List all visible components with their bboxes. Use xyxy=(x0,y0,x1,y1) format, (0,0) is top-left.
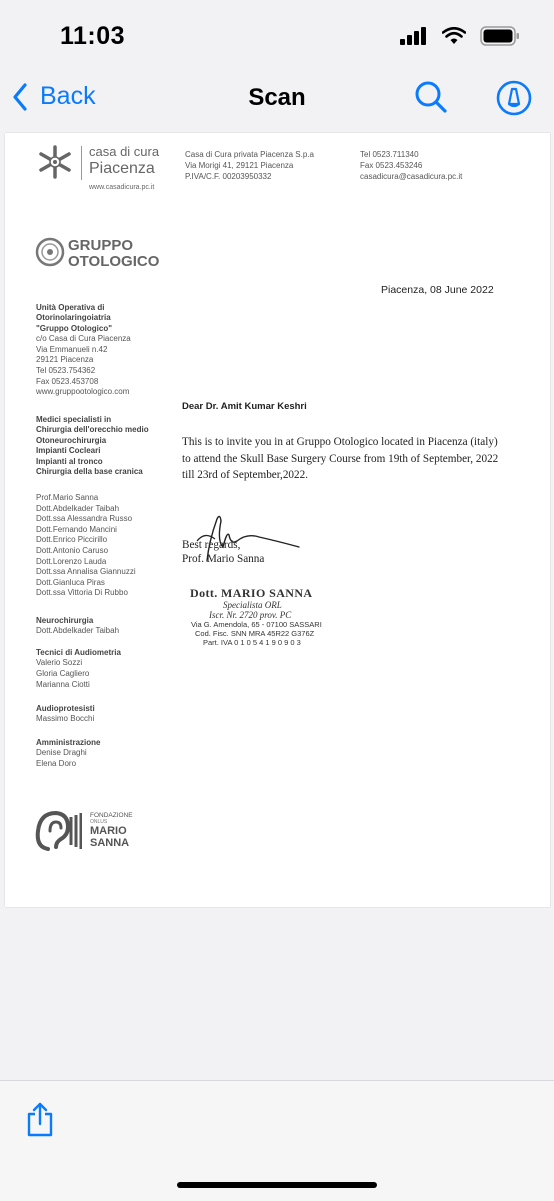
administration-info: Amministrazione Denise Draghi Elena Doro xyxy=(36,738,101,768)
scanned-document xyxy=(5,133,550,907)
markup-pen-icon xyxy=(496,80,532,116)
foundation-line1: MARIO xyxy=(90,825,127,837)
foundation-small: FONDAZIONE xyxy=(90,812,133,819)
closing: Best regards, Prof. Mario Sanna xyxy=(182,539,265,565)
unit-info: Unità Operativa di Otorinolaringoiatria "Gruppo Otologico" c/o Casa di Cura Piacenza Via Emmanueli n.42 29121 Piacenza Tel 0523.754362 Fax 0523.453708 www.gruppootologico.com xyxy=(36,303,131,397)
audiometry-info: Tecnici di Audiometria Valerio Sozzi Gloria Cagliero Marianna Ciotti xyxy=(36,648,121,689)
group-logo-line1: GRUPPO xyxy=(68,237,134,254)
foundation-ear-logo-icon xyxy=(34,809,82,853)
navigation-bar xyxy=(0,64,554,132)
specialists-info: Medici specialisti in Chirurgia dell'orecchio medio Otoneurochirurgia Impianti Cocleari Impianti al tronco Chirurgia della base cranica xyxy=(36,415,149,477)
doctors-list: Prof.Mario Sanna Dott.Abdelkader Taibah Dott.ssa Alessandra Russo Dott.Fernando Mancini Dott.Enrico Piccirillo Dott.Antonio Caruso Dott.Lorenzo Lauda Dott.ssa Annalisa Giannuzzi Dott.Gianluca Piras Dott.ssa Vittoria Di Rubbo xyxy=(36,493,136,598)
home-indicator xyxy=(177,1182,377,1188)
group-logo-line2: OTOLOGICO xyxy=(68,253,160,270)
wifi-icon xyxy=(442,27,466,45)
status-icons xyxy=(400,26,520,46)
cellular-signal-icon xyxy=(400,27,428,45)
stamp-specialty: Specialista ORL xyxy=(223,600,282,610)
salutation: Dear Dr. Amit Kumar Keshri xyxy=(182,401,307,412)
status-time: 11:03 xyxy=(60,22,126,50)
audioprosthetics-info: Audioprotesisti Massimo Bocchi xyxy=(36,704,95,724)
status-bar xyxy=(0,0,554,64)
share-button[interactable] xyxy=(26,1101,54,1142)
clinic-address: Casa di Cura privata Piacenza S.p.a Via Morigi 41, 29121 Piacenza P.IVA/C.F. 00203950332 xyxy=(185,150,314,181)
clinic-brand-line2: Piacenza xyxy=(89,160,155,177)
foundation-onlus: ONLUS xyxy=(90,819,108,825)
letter-body: This is to invite you in at Gruppo Otologico located in Piacenza (italy) to attend the Skull Base Surgery Course from 19th of September, 2022 till 23rd of September,2022. xyxy=(182,436,499,481)
search-button[interactable] xyxy=(414,80,448,119)
clinic-logo-icon xyxy=(35,145,75,179)
battery-icon xyxy=(480,26,520,46)
clinic-brand-line1: casa di cura xyxy=(89,144,160,159)
logo-divider xyxy=(81,146,82,180)
share-icon xyxy=(26,1101,54,1137)
clinic-website: www.casadicura.pc.it xyxy=(89,184,155,191)
stamp-details: Via G. Amendola, 65 - 07100 SASSARI Cod. Fisc. SNN MRA 45R22 G376Z Part. IVA 0 1 0 5 4 1 9 0 9 0 3 xyxy=(191,620,322,647)
page-title: Scan xyxy=(248,84,306,111)
group-logo-icon xyxy=(35,237,65,267)
stamp-name: Dott. MARIO SANNA xyxy=(190,586,313,600)
search-icon xyxy=(414,80,448,114)
foundation-line2: SANNA xyxy=(90,837,130,849)
back-label: Back xyxy=(40,82,96,110)
markup-button[interactable] xyxy=(496,80,532,121)
stamp-registration: Iscr. Nr. 2720 prov. PC xyxy=(209,610,292,620)
clinic-contacts: Tel 0523.711340 Fax 0523.453246 casadicura@casadicura.pc.it xyxy=(360,150,463,181)
date-line: Piacenza, 08 June 2022 xyxy=(381,284,494,296)
neurosurgery-info: Neurochirurgia Dott.Abdelkader Taibah xyxy=(36,616,120,636)
